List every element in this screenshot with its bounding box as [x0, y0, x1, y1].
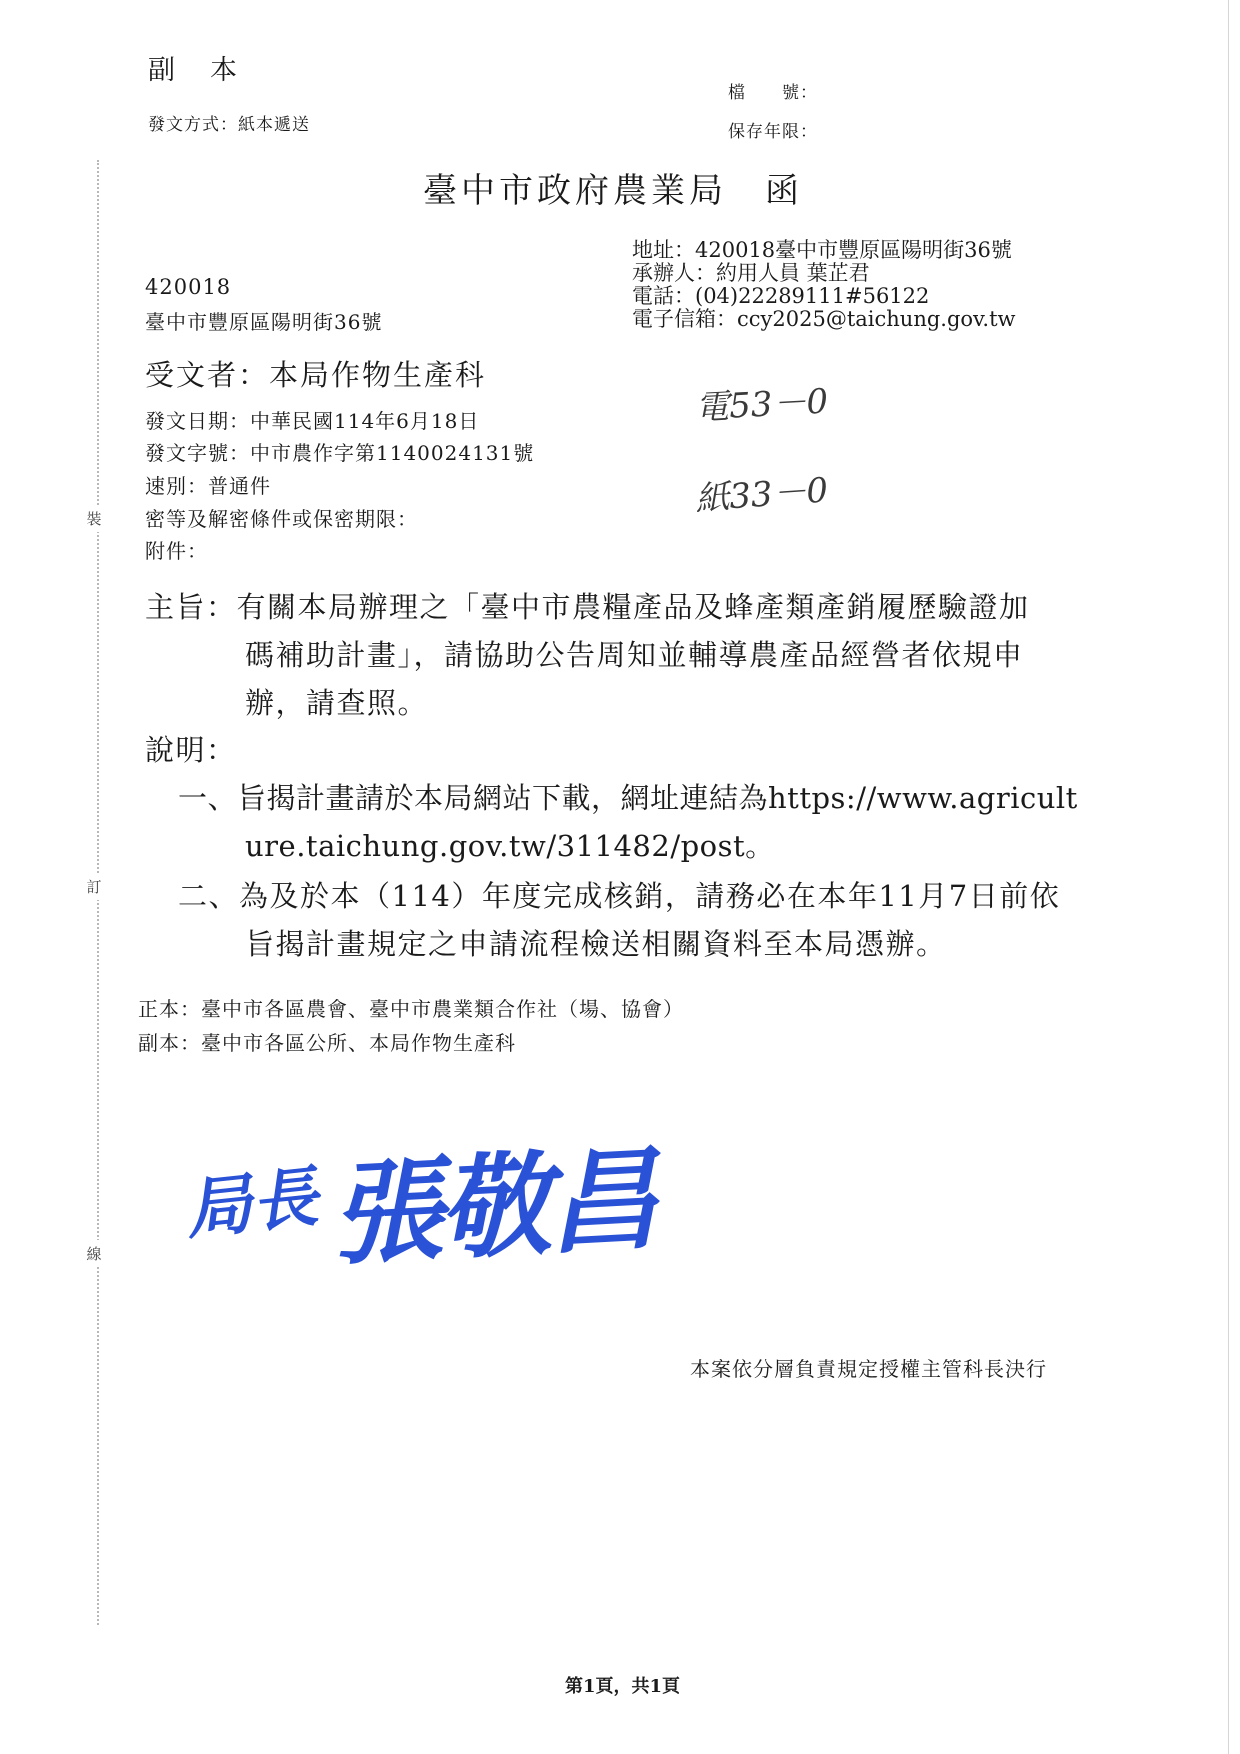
binding-mark-zhuang: 裝 — [80, 505, 108, 532]
signature-name: 張敬昌 — [327, 1133, 658, 1282]
page-edge-line — [1228, 0, 1229, 1754]
explanation-item-2-line-1: 二、為及於本（114）年度完成核銷，請務必在本年11月7日前依 — [178, 879, 1061, 913]
phone: 電話：(04)22289111#56122 — [632, 284, 930, 308]
document-number: 發文字號：中市農作字第1140024131號 — [145, 441, 535, 465]
attachment: 附件： — [145, 539, 208, 563]
issue-date: 發文日期：中華民國114年6月18日 — [145, 409, 480, 433]
handwritten-note-2: 紙33－0 — [694, 470, 830, 520]
handwritten-note-1: 電53－0 — [694, 381, 830, 429]
document-title: 臺中市政府農業局 函 — [423, 171, 803, 211]
binding-mark-ding: 訂 — [80, 873, 108, 900]
explanation-item-1-line-1: 一、旨揭計畫請於本局網站下載，網址連結為https://www.agricult — [178, 781, 1078, 815]
email: 電子信箱：ccy2025@taichung.gov.tw — [632, 307, 1016, 331]
handler: 承辦人：約用人員 葉芷君 — [632, 261, 870, 285]
subject-line-2: 碼補助計畫」，請協助公告周知並輔導農產品經營者依規申 — [245, 638, 1024, 672]
speed-class: 速別：普通件 — [145, 474, 271, 498]
authorization-note: 本案依分層負責規定授權主管科長決行 — [690, 1357, 1047, 1381]
secrecy-level: 密等及解密條件或保密期限： — [145, 507, 418, 531]
explanation-item-2-line-2: 旨揭計畫規定之申請流程檢送相關資料至本局憑辦。 — [245, 927, 947, 961]
original-recipients: 正本：臺中市各區農會、臺中市農業類合作社（場、協會） — [138, 997, 684, 1021]
sender-address: 地址：420018臺中市豐原區陽明街36號 — [632, 238, 1012, 262]
explanation-label: 說明： — [145, 733, 237, 767]
delivery-method: 發文方式：紙本遞送 — [148, 115, 310, 135]
explanation-item-1-line-2: ure.taichung.gov.tw/311482/post。 — [245, 829, 775, 863]
subject-line-3: 辦，請查照。 — [245, 686, 429, 720]
retention-period-label: 保存年限： — [728, 122, 818, 142]
file-number-label: 檔 號： — [728, 83, 818, 103]
recipient: 受文者：本局作物生產科 — [145, 358, 487, 392]
recipient-mailing-address: 臺中市豐原區陽明街36號 — [145, 310, 383, 334]
copy-recipients: 副本：臺中市各區公所、本局作物生產科 — [138, 1031, 516, 1055]
signature-title: 局長 — [181, 1157, 322, 1249]
recipient-postal-code: 420018 — [145, 275, 232, 299]
subject-line-1: 主旨：有關本局辦理之「臺中市農糧產品及蜂產類產銷履歷驗證加 — [145, 590, 1030, 624]
copy-mark: 副 本 — [148, 55, 241, 86]
page-footer: 第1頁，共1頁 — [565, 1676, 681, 1697]
binding-mark-xian: 線 — [80, 1240, 108, 1267]
